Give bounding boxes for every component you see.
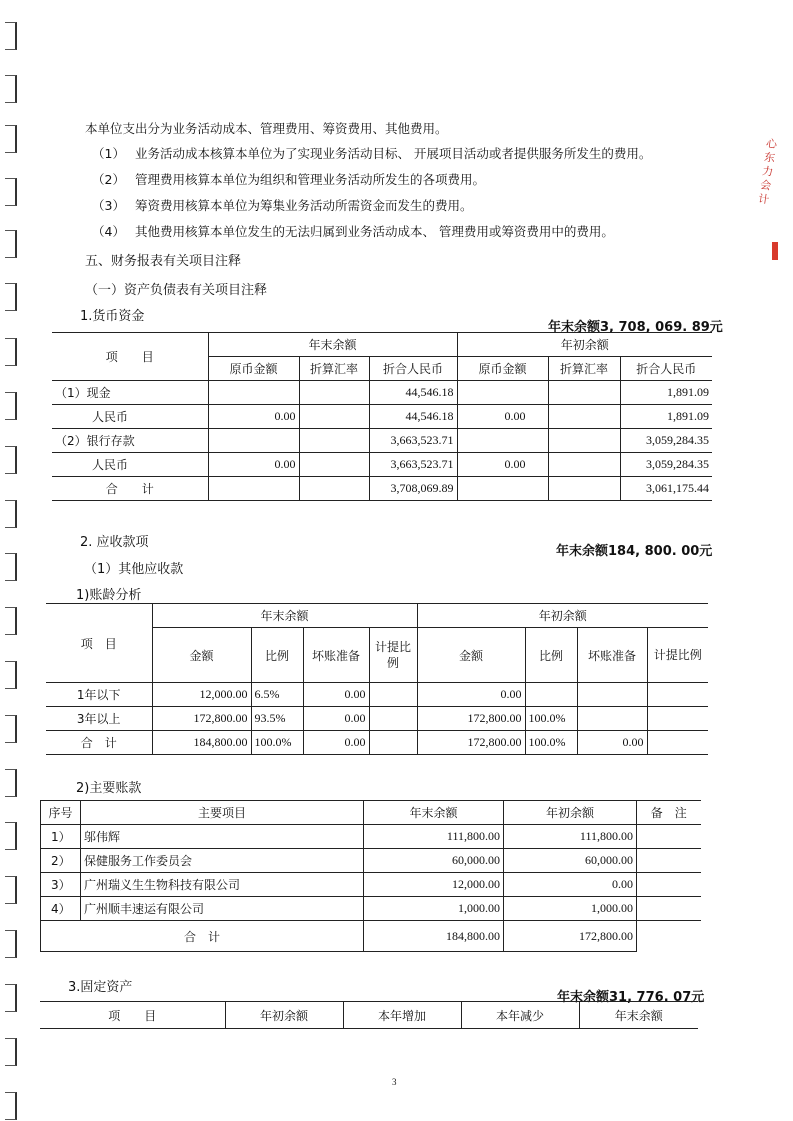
row-no: 4）	[41, 897, 81, 921]
header-end-balance: 年末余额	[579, 1002, 698, 1029]
row-label: 1年以下	[46, 683, 152, 707]
header-ratio: 比例	[251, 628, 303, 683]
main-accounts-table	[40, 800, 701, 952]
table-row	[46, 707, 708, 731]
header-provision: 计提比例	[647, 628, 708, 683]
cell	[548, 381, 620, 405]
table-total-row	[41, 921, 701, 952]
binder-mark	[5, 125, 17, 153]
table-total-row	[46, 731, 708, 755]
cell	[637, 825, 701, 849]
cell: 0.00	[208, 453, 299, 477]
binder-mark	[5, 984, 17, 1012]
header-item: 项 目	[52, 333, 208, 381]
cell	[637, 849, 701, 873]
aging-table	[46, 603, 708, 755]
cell	[647, 683, 708, 707]
cell: 1,000.00	[504, 897, 637, 921]
binder-mark	[5, 338, 17, 366]
cell	[577, 707, 647, 731]
header-bad-debt: 坏账准备	[303, 628, 369, 683]
cell: 1,000.00	[364, 897, 504, 921]
receivable-title: 2. 应收款项	[80, 535, 149, 550]
cell	[577, 683, 647, 707]
header-orig: 原币金额	[208, 357, 299, 381]
cell: 0.00	[303, 707, 369, 731]
table-row	[46, 683, 708, 707]
fixed-assets-title: 3.固定资产	[68, 980, 133, 995]
cell	[637, 897, 701, 921]
binder-mark	[5, 715, 17, 743]
cell: 1,891.09	[620, 405, 712, 429]
cell: 12,000.00	[364, 873, 504, 897]
section-title: 五、财务报表有关项目注释	[85, 254, 242, 269]
cell: 3,708,069.89	[369, 477, 457, 501]
cell: 3,061,175.44	[620, 477, 712, 501]
binder-mark	[5, 553, 17, 581]
cell: 3,663,523.71	[369, 453, 457, 477]
cell	[299, 381, 369, 405]
row-label: （2）银行存款	[52, 429, 208, 453]
table-row	[41, 825, 701, 849]
row-item: 广州顺丰速运有限公司	[81, 897, 364, 921]
row-item: 广州瑞义生生物科技有限公司	[81, 873, 364, 897]
cell	[457, 429, 548, 453]
header-rate: 折算汇率	[299, 357, 369, 381]
cell	[548, 477, 620, 501]
row-label: 3年以上	[46, 707, 152, 731]
cell	[299, 405, 369, 429]
cell: 44,546.18	[369, 381, 457, 405]
cell: 0.00	[417, 683, 525, 707]
header-end-balance: 年末余额	[364, 801, 504, 825]
binder-mark	[5, 230, 17, 258]
row-no: 1）	[41, 825, 81, 849]
binder-mark	[5, 661, 17, 689]
table-row	[41, 873, 701, 897]
cell: 172,800.00	[504, 921, 637, 952]
cell	[369, 731, 417, 755]
cell: 1,891.09	[620, 381, 712, 405]
row-label: 合 计	[52, 477, 208, 501]
fixed-assets-table	[40, 1001, 698, 1029]
cell	[457, 381, 548, 405]
cell	[369, 683, 417, 707]
table-row	[41, 849, 701, 873]
binder-mark	[5, 769, 17, 797]
receivable-subtitle: （1）其他应收款	[84, 562, 184, 577]
cell	[525, 683, 577, 707]
cell: 100.0%	[251, 731, 303, 755]
cell	[208, 429, 299, 453]
cell: 12,000.00	[152, 683, 251, 707]
table-header-row	[41, 801, 701, 825]
table-header-row	[40, 1002, 698, 1029]
cell: 184,800.00	[152, 731, 251, 755]
cell	[369, 707, 417, 731]
intro-paragraph: 本单位支出分为业务活动成本、管理费用、筹资费用、其他费用。	[85, 121, 448, 136]
cell: 6.5%	[251, 683, 303, 707]
cell: 0.00	[577, 731, 647, 755]
cell	[548, 405, 620, 429]
cell	[457, 477, 548, 501]
binder-mark	[5, 822, 17, 850]
table-total-row	[52, 477, 712, 501]
row-label: 合 计	[41, 921, 364, 952]
binder-mark	[5, 22, 17, 50]
header-bad-debt: 坏账准备	[577, 628, 647, 683]
intro-item: （3） 筹资费用核算本单位为筹集业务活动所需资金而发生的费用。	[92, 198, 473, 213]
binder-mark	[5, 500, 17, 528]
table-header-row	[52, 333, 712, 357]
cell: 0.00	[303, 683, 369, 707]
binder-mark	[5, 75, 17, 103]
subsection-title: （一）资产负债表有关项目注释	[85, 283, 268, 298]
cell	[299, 453, 369, 477]
row-label: （1）现金	[52, 381, 208, 405]
cell: 111,800.00	[504, 825, 637, 849]
binder-mark	[5, 446, 17, 474]
aging-title: 1)账龄分析	[76, 588, 142, 603]
cell: 111,800.00	[364, 825, 504, 849]
cell	[637, 873, 701, 897]
header-amount: 金额	[152, 628, 251, 683]
cell: 0.00	[457, 453, 548, 477]
binder-mark	[5, 178, 17, 206]
table-row	[52, 381, 712, 405]
cell: 3,059,284.35	[620, 453, 712, 477]
header-no: 序号	[41, 801, 81, 825]
cell: 172,800.00	[417, 707, 525, 731]
cell: 60,000.00	[504, 849, 637, 873]
header-rmb: 折合人民币	[369, 357, 457, 381]
row-item: 邬伟辉	[81, 825, 364, 849]
header-begin-balance: 年初余额	[457, 333, 712, 357]
cell: 3,663,523.71	[369, 429, 457, 453]
table-header-row	[46, 604, 708, 628]
header-orig: 原币金额	[457, 357, 548, 381]
cell: 0.00	[303, 731, 369, 755]
header-begin-balance: 年初余额	[225, 1002, 343, 1029]
table-row	[52, 453, 712, 477]
binder-mark	[5, 1038, 17, 1066]
cell	[647, 707, 708, 731]
cell	[647, 731, 708, 755]
main-accounts-title: 2)主要账款	[76, 781, 142, 796]
header-begin-balance: 年初余额	[417, 604, 708, 628]
row-label: 合 计	[46, 731, 152, 755]
cell: 172,800.00	[152, 707, 251, 731]
table-row	[52, 405, 712, 429]
row-no: 2）	[41, 849, 81, 873]
cell	[548, 453, 620, 477]
header-amount: 金额	[417, 628, 525, 683]
cell: 100.0%	[525, 707, 577, 731]
header-item: 项 目	[40, 1002, 225, 1029]
cell: 0.00	[504, 873, 637, 897]
cell	[208, 477, 299, 501]
header-provision: 计提比例	[369, 628, 417, 683]
binder-mark	[5, 876, 17, 904]
header-increase: 本年增加	[343, 1002, 461, 1029]
header-item: 主要项目	[81, 801, 364, 825]
cash-title: 1.货币资金	[80, 309, 145, 324]
cell: 0.00	[208, 405, 299, 429]
header-begin-balance: 年初余额	[504, 801, 637, 825]
cell: 60,000.00	[364, 849, 504, 873]
row-label: 人民币	[52, 453, 208, 477]
cell: 100.0%	[525, 731, 577, 755]
row-item: 保健服务工作委员会	[81, 849, 364, 873]
intro-item: （1） 业务活动成本核算本单位为了实现业务活动目标、 开展项目活动或者提供服务所发生的费用。	[92, 146, 652, 161]
header-note: 备 注	[637, 801, 701, 825]
cell	[208, 381, 299, 405]
receivable-total-note: 年末余额184, 800. 00元	[556, 544, 713, 559]
header-end-balance: 年末余额	[152, 604, 417, 628]
cell	[299, 477, 369, 501]
binder-mark	[5, 283, 17, 311]
intro-item: （4） 其他费用核算本单位发生的无法归属到业务活动成本、 管理费用或筹资费用中的费用。	[92, 224, 614, 239]
table-row	[52, 429, 712, 453]
cell	[637, 921, 701, 952]
header-rmb: 折合人民币	[620, 357, 712, 381]
intro-item: （2） 管理费用核算本单位为组织和管理业务活动所发生的各项费用。	[92, 172, 485, 187]
row-label: 人民币	[52, 405, 208, 429]
page-number: 3	[392, 1077, 397, 1087]
table-row	[41, 897, 701, 921]
row-no: 3）	[41, 873, 81, 897]
fixed-assets-total-note: 年末余额31, 776. 07元	[557, 990, 705, 1005]
header-end-balance: 年末余额	[208, 333, 457, 357]
header-rate: 折算汇率	[548, 357, 620, 381]
cell: 172,800.00	[417, 731, 525, 755]
cell	[299, 429, 369, 453]
cash-table	[52, 332, 712, 501]
cell: 0.00	[457, 405, 548, 429]
binder-mark	[5, 930, 17, 958]
binder-mark	[5, 607, 17, 635]
seal-mark	[772, 242, 778, 260]
binder-mark	[5, 392, 17, 420]
binder-mark	[5, 1092, 17, 1120]
header-ratio: 比例	[525, 628, 577, 683]
cell: 184,800.00	[364, 921, 504, 952]
header-decrease: 本年减少	[461, 1002, 579, 1029]
cash-total-note: 年末余额3, 708, 069. 89元	[548, 320, 723, 335]
cell	[548, 429, 620, 453]
header-item: 项 目	[46, 604, 152, 683]
seal-stamp: 心 东 力 会 计	[757, 136, 778, 207]
cell: 93.5%	[251, 707, 303, 731]
cell: 3,059,284.35	[620, 429, 712, 453]
cell: 44,546.18	[369, 405, 457, 429]
